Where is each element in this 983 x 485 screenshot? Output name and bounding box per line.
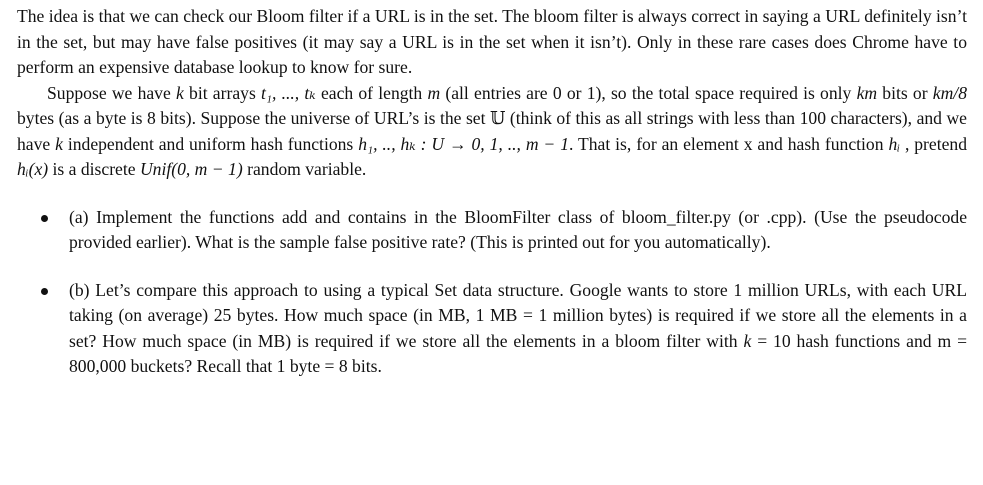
math-k: k xyxy=(743,330,752,351)
text-run: bits or xyxy=(877,82,933,103)
math-unif: Unif(0, m − 1) xyxy=(139,159,243,179)
document-page xyxy=(17,4,967,402)
text-run: bytes (as a byte is 8 bits). Suppose the universe of URL’s is the set 𝕌 (think of this as all strings with less than 100 characters), and we have xyxy=(17,108,967,154)
math-hash-functions: h₁, .., hₖ : U → 0, 1, .., m − 1 xyxy=(358,133,570,154)
question-list xyxy=(17,205,967,380)
math-hi: hᵢ xyxy=(888,133,901,154)
math-arrays: t₁, ..., tₖ xyxy=(261,82,316,103)
math-k: k xyxy=(176,82,184,103)
math-m: m xyxy=(427,82,441,103)
text-run: bit arrays xyxy=(183,82,261,103)
text-run: is a discrete xyxy=(48,159,140,179)
math-hi-x: hᵢ(x) xyxy=(17,159,49,179)
paragraph-bloom-intro-text: The idea is that we can check our Bloom filter if a URL is in the set. The bloom filter is always correct in saying a URL definitely isn’t in the set, but may have false positives (it may say a URL is in the set when it isn’t). Only in these rare cases does Chrome have to perform an expensive database lookup to know for sure. xyxy=(17,6,967,77)
math-km: km xyxy=(856,82,878,103)
list-item-part-b xyxy=(17,278,967,380)
text-run: Suppose we have xyxy=(47,82,176,103)
text-run: = 10 hash functions and m = 800,000 buckets? Recall that 1 byte = 8 bits. xyxy=(69,330,968,376)
paragraph-bit-arrays xyxy=(17,81,967,183)
part-a-text: (a) Implement the functions add and contains in the BloomFilter class of bloom_filter.py (or .cpp). (Use the pseudocode provided earlier). What is the sample false positive rate? (This is printed out for you automatically). xyxy=(69,206,967,252)
text-run: each of length xyxy=(315,82,428,103)
text-run: independent and uniform hash functions xyxy=(62,133,359,154)
text-run: (b) Let’s compare this approach to using a typical Set data structure. Google wants to store 1 million URLs, with each URL taking (on average) 25 bytes. How much space (in MB, 1 MB = 1 million bytes) is required if we store all the elements in a set? How much space (in MB) is required if we store all the elements in a bloom filter with xyxy=(69,279,967,351)
math-km-over-8: km/8 xyxy=(932,82,967,103)
text-run: random variable. xyxy=(242,159,367,179)
text-run: , pretend xyxy=(900,133,967,154)
text-run: (all entries are 0 or 1), so the total space required is only xyxy=(440,82,857,103)
list-item-part-a xyxy=(17,205,967,256)
paragraph-bloom-intro xyxy=(17,4,967,81)
bullet-dot-icon xyxy=(41,215,48,222)
bullet-dot-icon xyxy=(41,288,48,295)
text-run: . That is, for an element x and hash function xyxy=(569,133,889,154)
math-k: k xyxy=(55,133,63,154)
